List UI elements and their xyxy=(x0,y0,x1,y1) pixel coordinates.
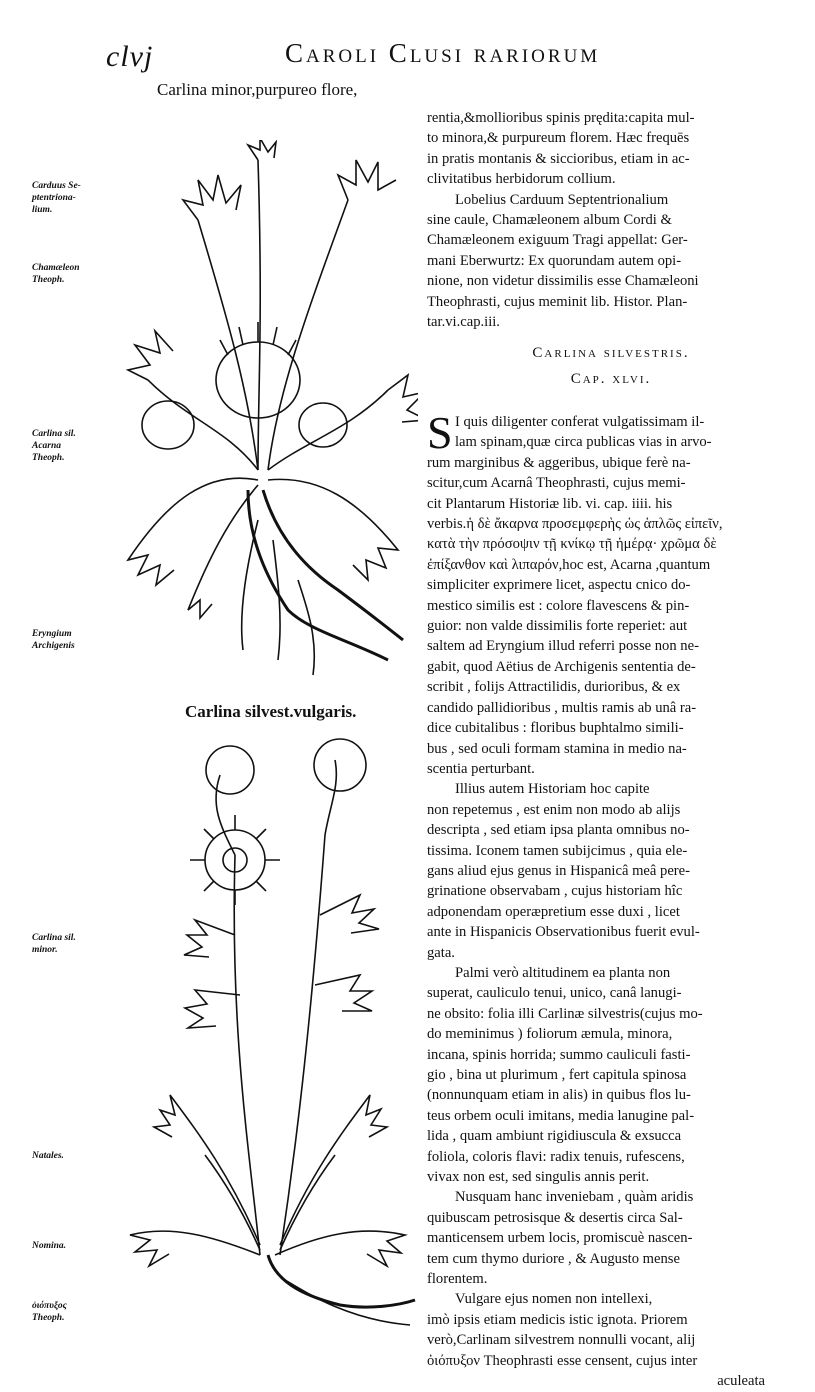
margin-note-carlina-acarna: Carlina sil. Acarna Theoph. xyxy=(32,429,76,463)
figure-caption-top: Carlina minor,purpureo flore, xyxy=(157,80,358,99)
carlina-minor-illustration xyxy=(108,140,418,695)
continued-text-block: rentia,&mollioribus spinis prędita:capita mul- to minora,& purpureum florem. Hæc frequēs in pratis montanis & siccioribus, etiam in ac- clivitatibus herbidorum collium. Lobelius Carduum Septentrionalium sine caule, Chamæleonem album Cordi & Chamæleonem exiguum Tragi appellat: Ger- mani Eberwurtz: Ex quorundam autem opi- nione, non videtur dissimilis esse Chamæleoni Theophrasti, cujus meminit lib. Histor. Plan- tar.vi.cap.iii. xyxy=(427,110,699,331)
running-head: Caroli Clusi rariorum xyxy=(285,38,601,68)
margin-note-eryngium: Eryngium Archigenis xyxy=(32,629,75,651)
margin-note-oiopyxos: ὀιόπυξος Theoph. xyxy=(32,1301,67,1323)
margin-note-chamaeleon: Chamæleon Theoph. xyxy=(32,263,80,285)
page-number: clvj xyxy=(106,40,154,73)
chapter-number: Cap. xlvi. xyxy=(570,371,652,387)
margin-note-nomina: Nomina. xyxy=(32,1241,67,1251)
margin-note-natales: Natales. xyxy=(32,1151,64,1161)
margin-note-carduus: Carduus Se- ptentriona- lium. xyxy=(32,181,81,215)
chapter-title: Carlina silvestris. xyxy=(532,345,690,361)
drop-cap: S xyxy=(427,407,453,458)
chapter-body-text: I quis diligenter conferat vulgatissimam il- lam spinam,quæ circa publicas vias in arvo- rum marginibus & aggeribus, ubique ferè na- scitur,cum Acarnâ Theophrasti, cujus memi- cit Plantarum Historiæ lib. vi. cap. iiii. his verbis.ἡ δὲ ἄκαρνα προσεμφερὴς ὡς ἁπλῶς εἰπεῖν, κατὰ τὴν πρόσοψιν τῇ κνίκῳ τῇ ἡμέρᾳ· χρῶμα δὲ ἐπίξανθον καὶ λιπαρόν,hoc est, Acarna ,quantum simpliciter exprimere licet, aspectu cnico do- mestico similis est : colore flavescens & pin- guior: non valde dissimilis forte reperiet: aut saltem ad Eryngium illud referri posse non ne- gabit, quod Aëtius de Archigenis sententia de- scribit , folijs Attractilidis, durioribus, & ex candido pallidioribus , multis ramis ab unâ ra- dice cubitalibus : floribus buphtalmo simili- bus , sed oculi formam stamina in medio na- scentia perturbant. Illius autem Historiam hoc capite non repetemus , est enim non modo ab alijs descripta , sed etiam ipsa planta omnibus no- tissima. Iconem tamen subijcimus , quia ele- gans aliud ejus genus in Hispanicâ meâ pere- grinatione observabam , cujus historiam hîc adponendam operæpretium esse duxi , licet ante in Hispanicis Observationibus fuerit evul- gata. Palmi verò altitudinem ea planta non superat, cauliculo tenui, unico, canâ lanugi- ne obsito: folia illi Carlinæ silvestris(cujus mo- do meminimus ) foliorum æmula, minora, incana, spinis horrida; summo cauliculi fasti- gio , bina ut plurimum , fert capitula spinosa (nonnunquam etiam in alis) in quibus flos lu- teus orbem oculi imitans, media lanugine pal- lida , quam ambiunt rigidiuscula & exsucca foliola, coloris flavi: radix tenuis, rufescens, vivax non est, sed singulis annis perit. Nusquam hanc inveniebam , quàm aridis quibuscam petrosisque & desertis circa Sal- manticensem urbem locis, promiscuè nascen- tem cum thymo duriore , & Augusto mense florentem. Vulgare ejus nomen non intellexi, imò ipsis etiam medicis istic ignota. Priorem verò,Carlinam silvestrem nonnulli vocant, alij ὀιόπυξον Theophrasti esse censent, cujus inter aculeata xyxy=(427,414,765,1390)
figure-caption-middle: Carlina silvest.vulgaris. xyxy=(185,702,357,721)
margin-note-carlina-minor: Carlina sil. minor. xyxy=(32,933,76,955)
carlina-silvestris-illustration xyxy=(110,735,420,1330)
